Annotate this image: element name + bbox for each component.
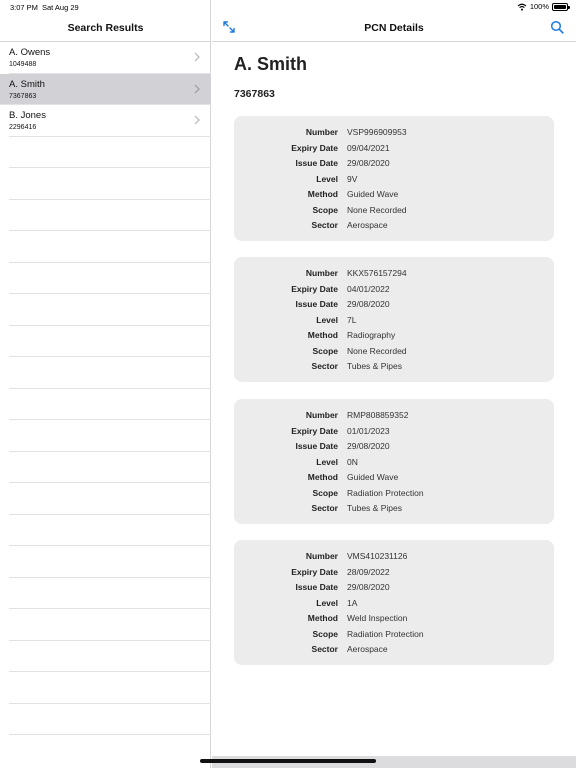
result-name: A. Smith: [9, 78, 45, 90]
empty-row: [9, 389, 211, 421]
wifi-icon: [517, 3, 527, 11]
field-label: Sector: [311, 220, 338, 230]
status-date: Sat Aug 29: [42, 3, 79, 12]
field-issue: [234, 441, 554, 456]
empty-row: [9, 609, 211, 641]
chevron-right-icon: [193, 114, 201, 126]
field-value: 0N: [347, 456, 358, 467]
field-value: Radiation Protection: [347, 628, 424, 639]
pcn-card: [234, 399, 554, 524]
field-value: Guided Wave: [347, 189, 399, 199]
field-value: Aerospace: [347, 644, 388, 654]
field-sector: [234, 361, 554, 376]
home-indicator[interactable]: [200, 759, 376, 763]
field-label: Sector: [311, 644, 338, 654]
field-value: 9V: [347, 173, 358, 184]
field-value: 04/01/2022: [347, 283, 390, 294]
field-number: [234, 410, 554, 425]
field-value: VMS410231126: [347, 551, 408, 561]
field-value: 1A: [347, 597, 358, 608]
empty-row: [9, 263, 211, 295]
field-method: [234, 472, 554, 487]
field-sector: [234, 503, 554, 518]
empty-row: [9, 515, 211, 547]
field-value: KKX576157294: [347, 268, 407, 278]
field-label: Level: [316, 456, 338, 467]
empty-row: [9, 357, 211, 389]
field-label: Level: [316, 173, 338, 184]
field-label: Method: [307, 613, 338, 623]
result-row-jones[interactable]: [9, 105, 211, 137]
field-label: Issue Date: [295, 582, 338, 592]
empty-row: [9, 578, 211, 610]
field-label: Number: [305, 127, 338, 137]
field-label: Level: [316, 597, 338, 608]
result-number: 2296416: [9, 124, 37, 131]
search-icon[interactable]: [550, 20, 564, 34]
field-label: Expiry Date: [291, 425, 338, 436]
empty-row: [9, 168, 211, 200]
field-value: Guided Wave: [347, 472, 399, 482]
chevron-right-icon: [193, 83, 201, 95]
field-method: [234, 330, 554, 345]
field-label: Expiry Date: [291, 142, 338, 153]
battery-icon: [552, 3, 568, 11]
field-value: Aerospace: [347, 220, 388, 230]
field-number: [234, 551, 554, 566]
field-value: None Recorded: [347, 345, 407, 356]
field-label: Scope: [312, 628, 338, 639]
detail-title: PCN Details: [212, 14, 576, 42]
master-pane: [0, 0, 211, 768]
result-number: 7367863: [9, 92, 37, 100]
field-label: Method: [307, 472, 338, 482]
field-label: Issue Date: [295, 441, 338, 451]
empty-row: [9, 231, 211, 263]
field-expiry: [234, 143, 554, 158]
field-value: Radiography: [347, 330, 396, 340]
empty-row: [9, 200, 211, 232]
chevron-right-icon: [193, 51, 201, 63]
empty-row: [9, 137, 211, 169]
field-level: [234, 598, 554, 613]
field-label: Scope: [312, 487, 338, 498]
field-method: [234, 189, 554, 204]
field-expiry: [234, 284, 554, 299]
empty-row: [9, 294, 211, 326]
field-label: Method: [307, 330, 338, 340]
field-scope: [234, 629, 554, 644]
field-level: [234, 174, 554, 189]
result-row-owens[interactable]: [9, 42, 211, 74]
empty-row: [9, 704, 211, 736]
field-expiry: [234, 567, 554, 582]
status-bar: [0, 0, 576, 14]
result-name: B. Jones: [9, 110, 46, 121]
field-level: [234, 457, 554, 472]
result-number: 1049488: [9, 61, 37, 68]
field-number: [234, 127, 554, 142]
field-label: Number: [305, 268, 338, 278]
empty-row: [9, 641, 211, 673]
field-value: 29/08/2020: [347, 582, 390, 592]
field-label: Scope: [312, 204, 338, 215]
person-name: A. Smith: [234, 54, 308, 74]
field-value: 29/08/2020: [347, 158, 390, 168]
empty-row: [9, 420, 211, 452]
field-value: 01/01/2023: [347, 425, 390, 436]
field-label: Level: [316, 314, 338, 325]
field-label: Scope: [312, 345, 338, 356]
field-value: VSP996909953: [347, 127, 407, 137]
empty-row: [9, 326, 211, 358]
field-level: [234, 315, 554, 330]
results-list: [0, 42, 211, 735]
empty-row: [9, 452, 211, 484]
detail-pane: [212, 0, 576, 768]
field-number: [234, 268, 554, 283]
master-title: Search Results: [0, 14, 211, 42]
field-value: 29/08/2020: [347, 441, 390, 451]
field-value: Tubes & Pipes: [347, 361, 402, 371]
person-id: 7367863: [234, 88, 275, 100]
field-label: Expiry Date: [291, 283, 338, 294]
field-scope: [234, 488, 554, 503]
field-sector: [234, 644, 554, 659]
field-label: Sector: [311, 361, 338, 371]
field-scope: [234, 346, 554, 361]
field-label: Number: [305, 410, 338, 420]
field-value: 7L: [347, 314, 357, 325]
status-time: 3:07 PM: [10, 3, 38, 12]
field-sector: [234, 220, 554, 235]
field-value: Tubes & Pipes: [347, 503, 402, 513]
field-value: Weld Inspection: [347, 613, 408, 623]
field-value: Radiation Protection: [347, 487, 424, 498]
field-expiry: [234, 426, 554, 441]
status-right: [517, 2, 568, 11]
field-issue: [234, 158, 554, 173]
empty-row: [9, 483, 211, 515]
battery-percent: 100%: [529, 2, 549, 11]
field-value: 29/08/2020: [347, 299, 390, 309]
field-value: None Recorded: [347, 204, 407, 215]
field-issue: [234, 582, 554, 597]
pcn-card: [234, 257, 554, 382]
field-scope: [234, 205, 554, 220]
field-method: [234, 613, 554, 628]
field-label: Method: [307, 189, 338, 199]
field-label: Sector: [311, 503, 338, 513]
expand-arrows-icon[interactable]: [222, 20, 236, 34]
empty-row: [9, 672, 211, 704]
field-label: Number: [305, 551, 338, 561]
field-issue: [234, 299, 554, 314]
field-label: Issue Date: [295, 299, 338, 309]
field-value: 28/09/2022: [347, 566, 390, 577]
result-row-smith[interactable]: [0, 74, 211, 106]
field-label: Expiry Date: [291, 566, 338, 577]
field-label: Issue Date: [295, 158, 338, 168]
pcn-card: [234, 116, 554, 241]
field-value: 09/04/2021: [347, 142, 390, 153]
field-value: RMP808859352: [347, 410, 409, 420]
result-name: A. Owens: [9, 47, 51, 58]
pcn-card: [234, 540, 554, 665]
empty-row: [9, 546, 211, 578]
